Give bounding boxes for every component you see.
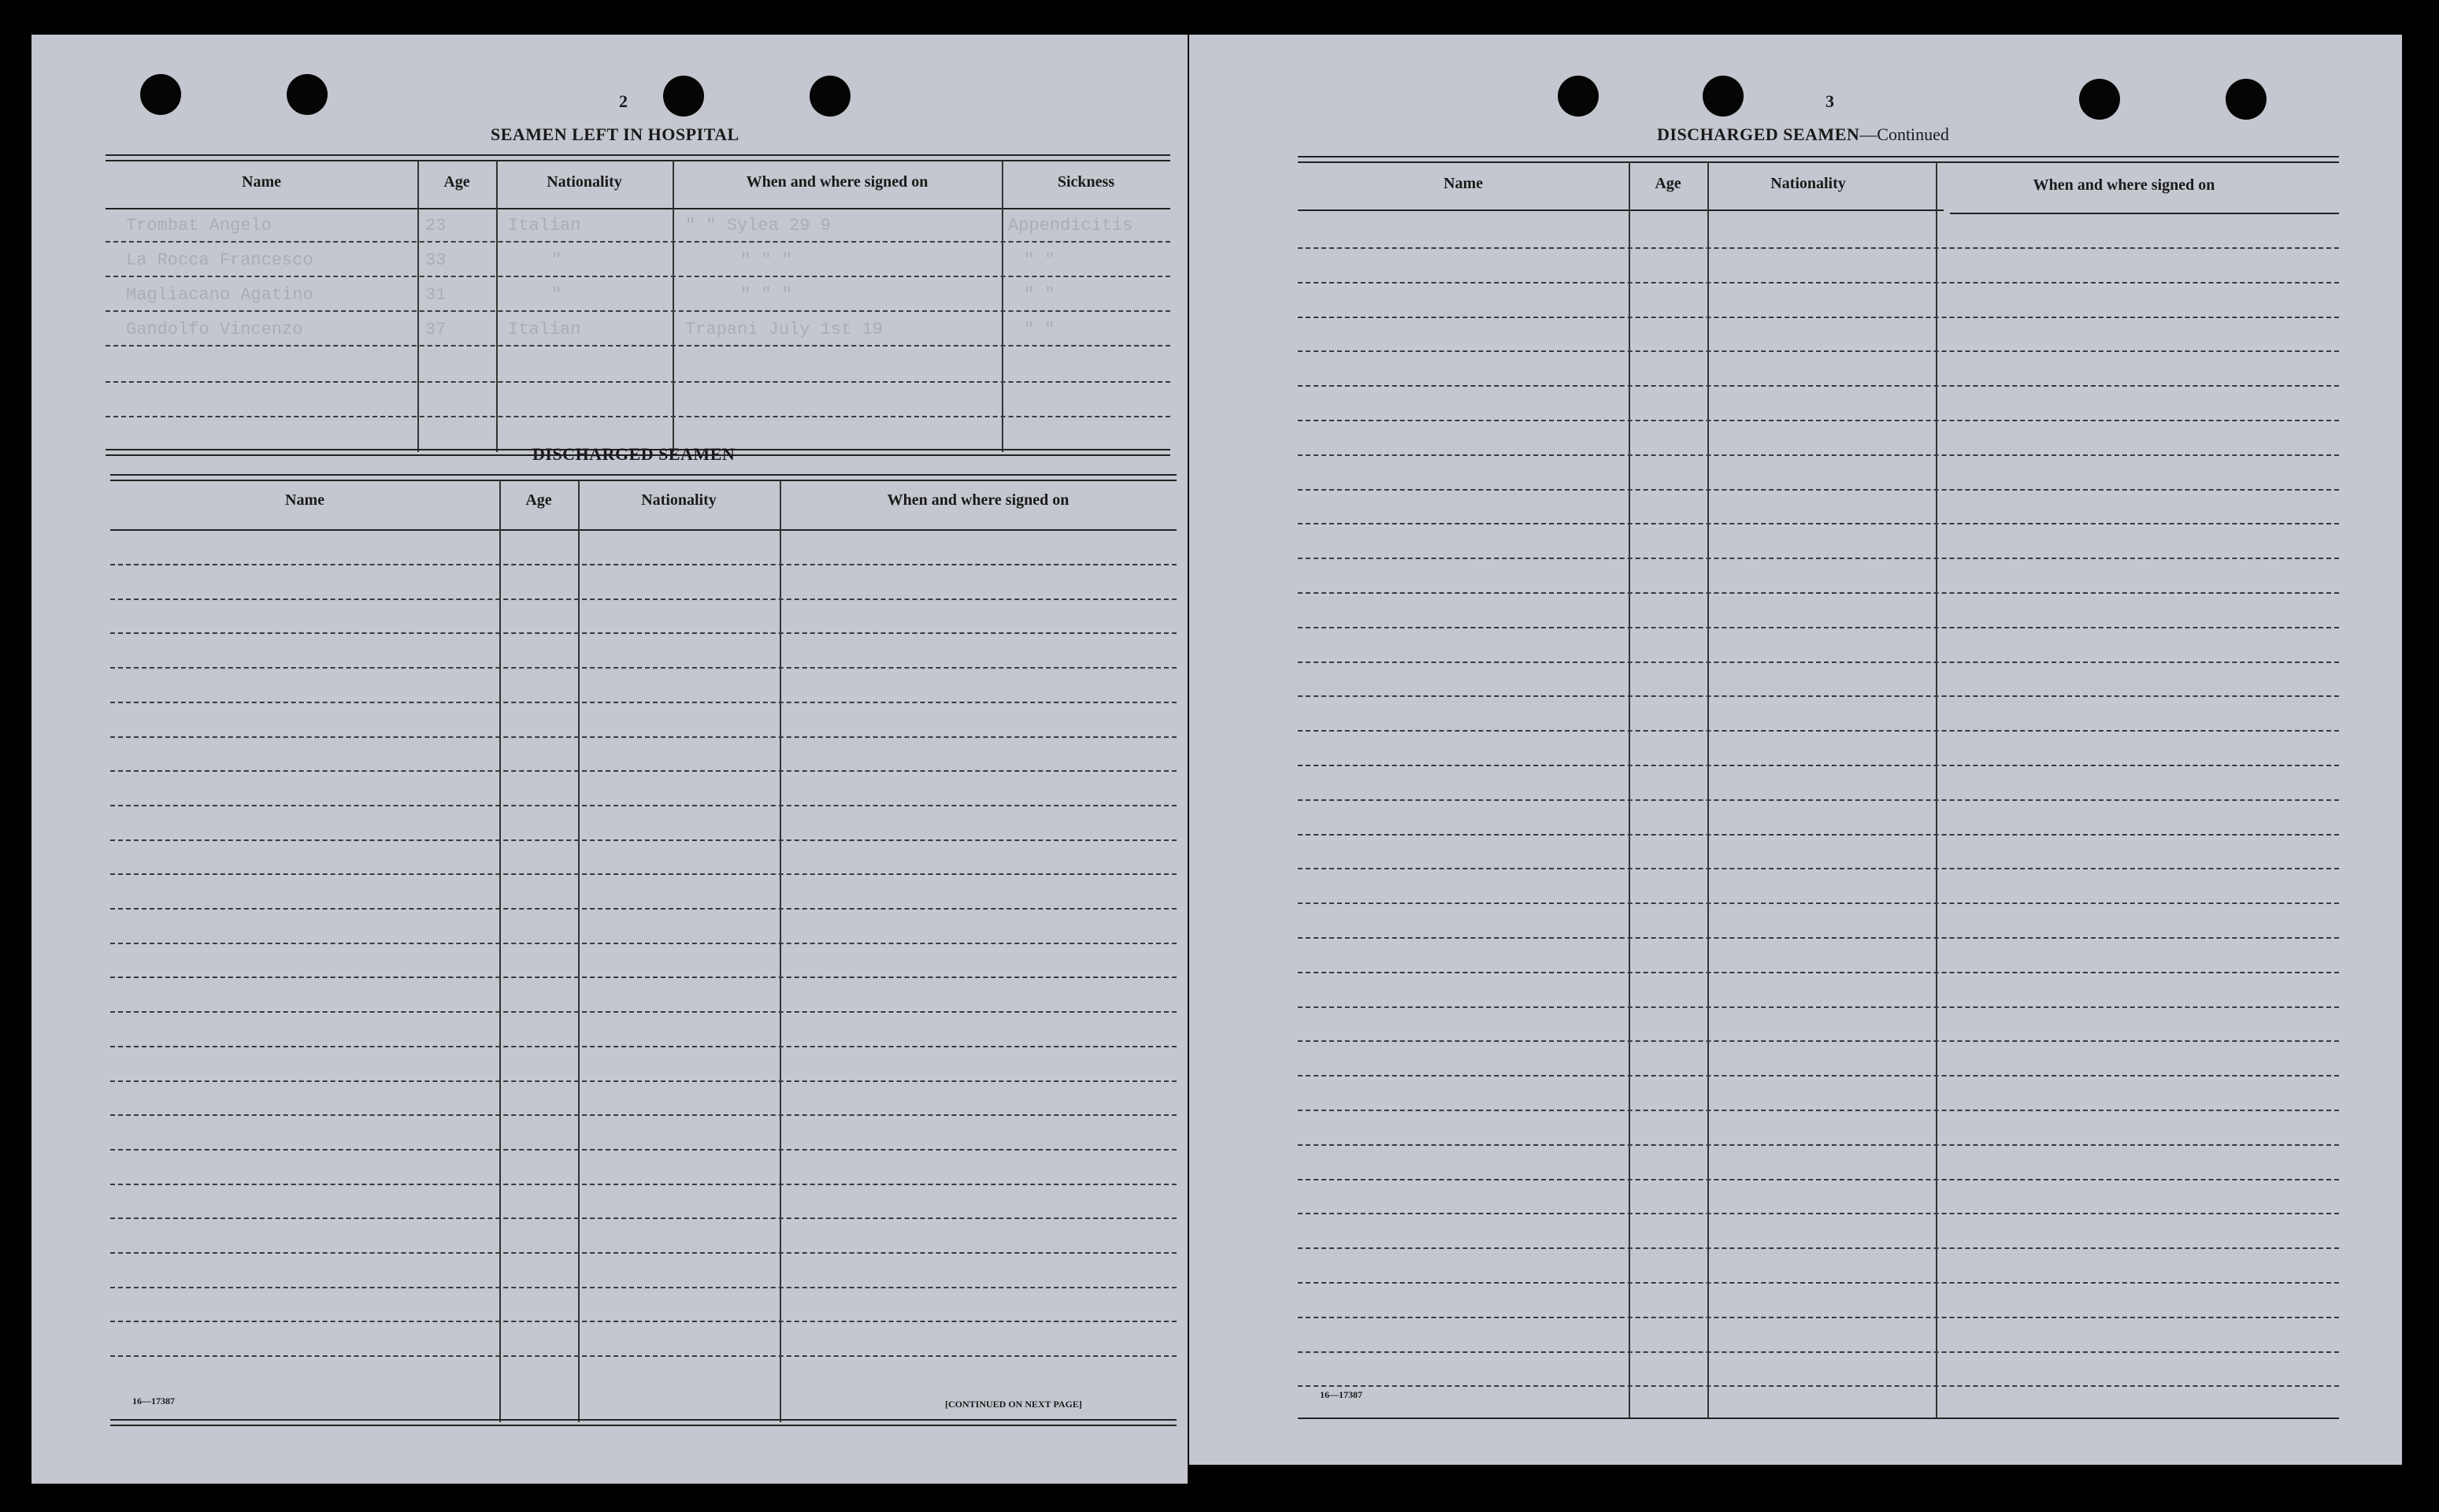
row-line <box>1298 868 2339 869</box>
hospital-row-4-signed: Trapani July 1st 19 <box>685 320 883 339</box>
row-line <box>110 1114 1177 1116</box>
row-line <box>110 1217 1177 1219</box>
row-line <box>110 598 1177 600</box>
hospital-row-3-name: Magliacano Agatino <box>126 285 313 305</box>
row-line <box>1298 1040 2339 1042</box>
hospital-row-2-sickness: " " <box>1024 250 1055 270</box>
hospital-row-2-age: 33 <box>425 250 447 270</box>
hospital-row-1-nationality: Italian <box>508 216 581 235</box>
row-line <box>1298 695 2339 697</box>
table-bottom-rule <box>110 1419 1177 1426</box>
row-line <box>1298 972 2339 973</box>
hospital-row-4-nationality: Italian <box>508 320 581 339</box>
row-line <box>1298 937 2339 939</box>
punch-hole <box>1558 76 1599 117</box>
row-line <box>1298 1282 2339 1284</box>
row-line <box>106 381 1170 383</box>
row-line <box>1298 592 2339 594</box>
col-header-nationality: Nationality <box>547 173 622 191</box>
row-line <box>106 416 1170 417</box>
column-divider <box>780 480 781 1422</box>
form-number: 16—17387 <box>1320 1389 1362 1400</box>
row-line <box>1298 1144 2339 1146</box>
table-top-rule <box>106 154 1170 161</box>
page-number: 2 <box>619 91 628 111</box>
form-number: 16—17387 <box>132 1395 175 1406</box>
col-header-age: Age <box>1655 175 1681 192</box>
discharged-continued-title: DISCHARGED SEAMEN—Continued <box>1657 124 1949 144</box>
row-line <box>1298 662 2339 663</box>
hospital-row-3-sickness: " " <box>1024 285 1055 305</box>
row-line <box>1298 627 2339 628</box>
row-line <box>1298 1213 2339 1214</box>
punch-hole <box>1703 76 1744 117</box>
hospital-row-4-sickness: " " <box>1024 320 1055 339</box>
row-line <box>110 805 1177 806</box>
punch-hole <box>663 76 704 117</box>
row-line <box>110 1321 1177 1322</box>
row-line <box>110 1080 1177 1082</box>
col-header-age: Age <box>443 173 470 191</box>
punch-hole <box>287 74 328 115</box>
row-line <box>1298 558 2339 559</box>
col-header-name: Name <box>1444 175 1483 192</box>
row-line <box>1298 317 2339 318</box>
header-rule <box>106 208 1170 209</box>
hospital-row-4-name: Gandolfo Vincenzo <box>126 320 303 339</box>
row-line <box>1298 1110 2339 1111</box>
col-header-age: Age <box>525 491 552 509</box>
col-header-sickness: Sickness <box>1057 173 1115 191</box>
row-line <box>1298 489 2339 491</box>
table-top-rule <box>110 474 1177 481</box>
column-divider <box>578 480 580 1422</box>
column-divider <box>496 161 498 452</box>
hospital-row-1-sickness: Appendicitis <box>1008 216 1133 235</box>
row-line <box>1298 799 2339 801</box>
hospital-row-1-age: 23 <box>425 216 447 235</box>
col-header-nationality: Nationality <box>1770 175 1846 192</box>
column-divider <box>499 480 501 1422</box>
row-line <box>110 839 1177 841</box>
row-line <box>1298 1317 2339 1318</box>
col-header-name: Name <box>285 491 324 509</box>
left-page <box>32 35 1188 1484</box>
right-page <box>1189 35 2402 1465</box>
row-line <box>110 1355 1177 1357</box>
row-line <box>110 667 1177 669</box>
punch-hole <box>2079 79 2120 120</box>
continued-note: [CONTINUED ON NEXT PAGE] <box>945 1399 1082 1410</box>
row-line <box>110 702 1177 703</box>
hospital-row-3-signed: " " " <box>740 285 793 305</box>
hospital-row-2-nationality: " <box>551 250 562 270</box>
column-divider <box>673 161 674 452</box>
hospital-row-3-age: 31 <box>425 285 447 305</box>
row-line <box>110 1046 1177 1047</box>
row-line <box>1298 1179 2339 1180</box>
row-line <box>106 276 1170 277</box>
hospital-row-2-signed: " " " <box>740 250 793 270</box>
hospital-row-1-signed: " " Sylea 29 9 <box>685 216 831 235</box>
row-line <box>1298 454 2339 456</box>
row-line <box>1298 1385 2339 1387</box>
hospital-row-4-age: 37 <box>425 320 447 339</box>
table-top-rule <box>1298 156 2339 163</box>
row-line <box>110 632 1177 634</box>
table-bottom-rule <box>1298 1418 2339 1419</box>
row-line <box>1298 420 2339 421</box>
col-header-signed-on: When and where signed on <box>887 491 1069 509</box>
row-line <box>1298 1075 2339 1077</box>
column-divider <box>417 161 419 452</box>
row-line <box>110 736 1177 738</box>
row-line <box>110 943 1177 944</box>
punch-hole <box>2226 79 2267 120</box>
row-line <box>110 1149 1177 1151</box>
row-line <box>106 345 1170 346</box>
row-line <box>110 908 1177 910</box>
punch-hole <box>810 76 851 117</box>
row-line <box>1298 350 2339 352</box>
row-line <box>110 976 1177 978</box>
row-line <box>1298 902 2339 904</box>
row-line <box>1298 385 2339 387</box>
col-header-signed-on: When and where signed on <box>746 173 929 191</box>
row-line <box>1298 1006 2339 1008</box>
row-line <box>110 1184 1177 1185</box>
hospital-row-3-nationality: " <box>551 285 562 305</box>
header-rule <box>1298 209 1944 211</box>
row-line <box>1298 523 2339 524</box>
row-line <box>110 770 1177 772</box>
header-rule <box>110 529 1177 531</box>
row-line <box>1298 834 2339 836</box>
hospital-row-2-name: La Rocca Francesco <box>126 250 313 270</box>
row-line <box>1298 1351 2339 1353</box>
discharged-section-title: DISCHARGED SEAMEN <box>532 444 736 464</box>
punch-hole <box>140 74 181 115</box>
row-line <box>1298 730 2339 732</box>
row-line <box>110 1287 1177 1288</box>
row-line <box>106 241 1170 243</box>
hospital-row-1-name: Trombat Angelo <box>126 216 272 235</box>
row-line <box>110 873 1177 875</box>
col-header-name: Name <box>242 173 281 191</box>
col-header-signed-on: When and where signed on <box>2033 176 2215 194</box>
header-rule <box>1950 213 2339 214</box>
hospital-section-title: SEAMEN LEFT IN HOSPITAL <box>491 124 739 144</box>
row-line <box>110 1252 1177 1254</box>
column-divider <box>1002 161 1003 452</box>
row-line <box>1298 765 2339 766</box>
col-header-nationality: Nationality <box>641 491 717 509</box>
row-line <box>110 564 1177 565</box>
row-line <box>1298 282 2339 284</box>
row-line <box>110 1011 1177 1013</box>
row-line <box>1298 247 2339 249</box>
row-line <box>1298 1247 2339 1249</box>
row-line <box>106 310 1170 312</box>
page-number: 3 <box>1826 91 1834 111</box>
